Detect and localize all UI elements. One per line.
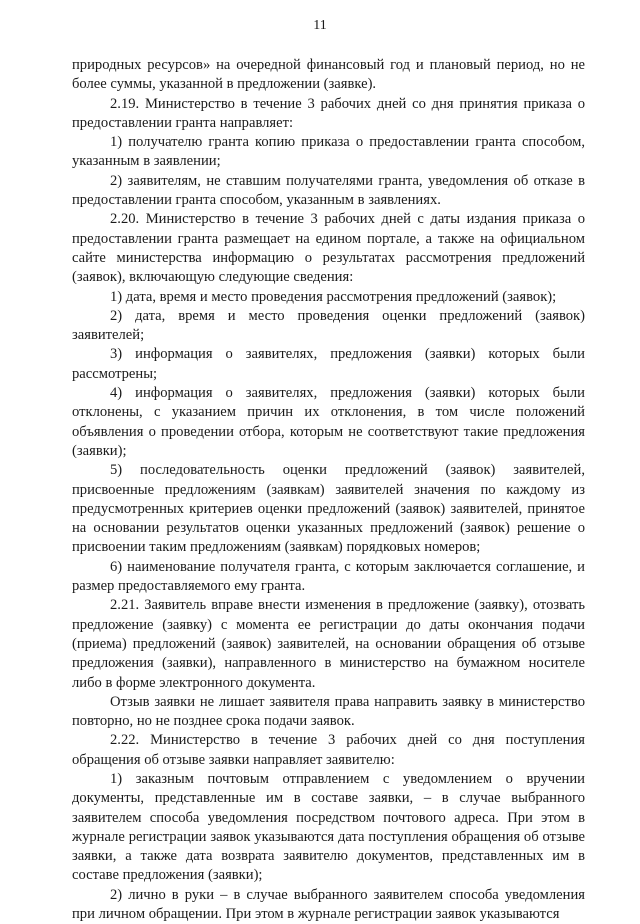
paragraph-2-21-withdrawal: Отзыв заявки не лишает заявителя права направить заявку в министерство повторно, но не позднее срока подачи заявок. bbox=[72, 693, 585, 730]
paragraph-2-22: 2.22. Министерство в течение 3 рабочих дней со дня поступления обращения об отзыве заявки направляет заявителю: bbox=[72, 732, 585, 768]
paragraph-2-20: 2.20. Министерство в течение 3 рабочих дней с даты издания приказа о предоставлении гранта размещает на едином портале, а также на официальном сайте министерства информацию о результатах рассмотрения предложений (заявок), включающую следующие сведения: bbox=[72, 211, 585, 286]
document-body bbox=[72, 56, 585, 924]
paragraph-2-20-item-4: 4) информация о заявителях, предложения (заявки) которых были отклонены, с указанием причин их отклонения, в том числе положений объявления о проведении отбора, которым не соответствуют такие предложения (заявки); bbox=[72, 385, 585, 459]
paragraph-2-20-item-1: 1) дата, время и место проведения рассмотрения предложений (заявок); bbox=[110, 288, 557, 305]
paragraph-2-19: 2.19. Министерство в течение 3 рабочих дней со дня принятия приказа о предоставлении гранта направляет: bbox=[72, 95, 585, 131]
paragraph-2-21: 2.21. Заявитель вправе внести изменения в предложение (заявку), отозвать предложение (заявку) с момента ее регистрации до даты окончания подачи (приема) предложений (заявок) заявителей, на основании обращения об отзыве предложения (заявки), направленного в министерство на бумажном носителе либо в форме электронного документа. bbox=[72, 597, 585, 691]
paragraph-2-20-item-5: 5) последовательность оценки предложений (заявок) заявителей, присвоенные предложениям (заявкам) заявителей значения по каждому из предусмотренных критериев оценки предложений (заявок) заявителей, принятое на основании результатов оценки указанных предложений (заявок) решение о присвоении таким предложениям (заявкам) порядковых номеров; bbox=[72, 462, 585, 556]
paragraph-2-20-item-3: 3) информация о заявителях, предложения (заявки) которых были рассмотрены; bbox=[72, 346, 585, 382]
paragraph-2-19-item-1: 1) получателю гранта копию приказа о предоставлении гранта способом, указанным в заявлении; bbox=[72, 134, 585, 170]
paragraph-2-19-item-2: 2) заявителям, не ставшим получателями гранта, уведомления об отказе в предоставлении гранта способом, указанным в заявлениях. bbox=[72, 172, 585, 209]
paragraph-2-22-item-1: 1) заказным почтовым отправлением с уведомлением о вручении документы, представленные им в составе заявки, – в случае выбранного заявителем способа уведомления посредством почтового адреса. При этом в журнале регистрации заявок указываются дата поступления обращения об отзыве заявки, а также дата возврата заявителю документов, представленных им в составе предложения (заявки); bbox=[72, 770, 585, 884]
paragraph-2-22-item-2: 2) лично в руки – в случае выбранного заявителем способа уведомления при личном обращении. При этом в журнале регистрации заявок указываются bbox=[72, 886, 585, 923]
page-number: 11 bbox=[313, 18, 327, 33]
paragraph-2-20-item-6: 6) наименование получателя гранта, с которым заключается соглашение, и размер предоставляемого ему гранта. bbox=[72, 558, 585, 595]
paragraph-2-20-item-2: 2) дата, время и место проведения оценки предложений (заявок) заявителей; bbox=[72, 307, 585, 344]
paragraph-continuation: природных ресурсов» на очередной финансовый год и плановый период, но не более суммы, указанной в предложении (заявке). bbox=[72, 57, 585, 93]
